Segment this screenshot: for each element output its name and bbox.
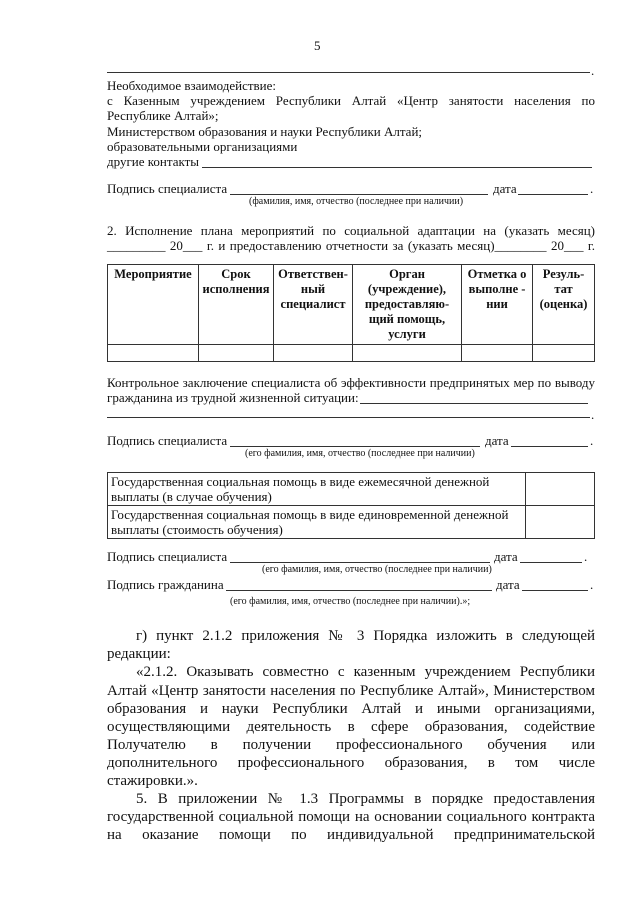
section2-line1: 2. Исполнение плана мероприятий по социальной адаптации на (указать месяц) (107, 223, 595, 238)
sign3-field (230, 562, 490, 563)
section5-line2: государственной социальной помощи на основании социального контракта (107, 809, 595, 825)
sign3-label: Подпись специалиста (107, 549, 228, 564)
aid-row-monthly-line2: выплаты (в случае обучения) (111, 489, 272, 504)
top-rule-period: . (591, 63, 595, 78)
plan-table (107, 264, 595, 362)
aid-row-monthly-line1: Государственная социальная помощь в виде ежемесячной денежной (111, 474, 490, 489)
sign3-date-field (520, 562, 582, 563)
aid-table (107, 472, 595, 539)
amend-g-line9: стажировки.». (107, 773, 198, 789)
sign3-hint: (его фамилия, имя, отчество (последнее при наличии) (262, 564, 492, 575)
amend-g-line2: редакции: (107, 646, 171, 662)
section2-line2: _________ 20___ г. и предоставлению отчетности за (указать месяц)________ 20___ г. (107, 238, 595, 253)
aid-row-lumpsum-line1: Государственная социальная помощь в виде единовременной денежной (111, 507, 509, 522)
aid-row-lumpsum-line2: выплаты (стоимость обучения) (111, 522, 283, 537)
plan-col-deadline: Срок исполнения (199, 265, 274, 345)
plan-cell[interactable] (274, 345, 353, 362)
interaction-line4: другие контакты (107, 154, 200, 169)
sign1-hint: (фамилия, имя, отчество (последнее при наличии) (249, 196, 464, 207)
sign4-hint: (его фамилия, имя, отчество (последнее при наличии).»; (230, 596, 471, 607)
aid-row-monthly-mark[interactable] (526, 473, 595, 506)
plan-cell[interactable] (462, 345, 533, 362)
interaction-heading: Необходимое взаимодействие: (107, 78, 277, 93)
sign1-date-label: дата (493, 181, 517, 196)
sign2-date-field (511, 446, 588, 447)
plan-table-header-row (108, 265, 595, 345)
plan-col-result: Резуль-тат (оценка) (533, 265, 595, 345)
sign4-date-field (522, 590, 588, 591)
sign4-label: Подпись гражданина (107, 577, 224, 592)
interaction-line1b: Республике Алтай»; (107, 108, 219, 123)
conclusion-field-2 (107, 417, 590, 418)
plan-cell[interactable] (108, 345, 199, 362)
amend-g-line6: осуществляющими деятельность в сфере образования, содействие (107, 719, 595, 735)
section5-line1: 5. В приложении № 1.3 Программы в порядке предоставления (136, 791, 595, 807)
amend-g-line4: Алтай «Центр занятости населения по Республике Алтай», Министерством (107, 683, 595, 699)
interaction-line3: образовательными организациями (107, 139, 298, 154)
top-rule (107, 72, 590, 73)
amend-g-line7: Получателю в получении профессионального обучения или (107, 737, 595, 753)
amend-g-line8: дополнительного профессионального образования, в том числе (107, 755, 595, 771)
interaction-line1a: с Казенным учреждением Республики Алтай «Центр занятости населения по (107, 93, 595, 108)
sign2-field (230, 446, 480, 447)
section5-line3: на оказание помощи по индивидуальной предпринимательской (107, 827, 595, 843)
aid-row-monthly-text (108, 473, 526, 506)
sign1-date-field (518, 194, 588, 195)
sign4-field (226, 590, 492, 591)
contacts-field (202, 167, 592, 168)
plan-col-agency: Орган (учреждение), предоставляю-щий помощь, услуги (353, 265, 462, 345)
sign3-period: . (584, 549, 588, 564)
amend-g-line5: образования и науки Республики Алтай и иными организациями, (107, 701, 595, 717)
conclusion-line2: гражданина из трудной жизненной ситуации: (107, 390, 359, 405)
amend-g-line3: «2.1.2. Оказывать совместно с казенным учреждением Республики (136, 664, 595, 680)
conclusion-period: . (591, 407, 595, 422)
plan-cell[interactable] (353, 345, 462, 362)
sign1-field (230, 194, 488, 195)
sign1-label: Подпись специалиста (107, 181, 228, 196)
plan-cell[interactable] (199, 345, 274, 362)
aid-row-lumpsum-text (108, 506, 526, 539)
sign2-label: Подпись специалиста (107, 433, 228, 448)
page-number: 5 (314, 38, 321, 53)
aid-row-monthly (108, 473, 595, 506)
plan-table-row (108, 345, 595, 362)
sign2-hint: (его фамилия, имя, отчество (последнее при наличии) (245, 448, 475, 459)
plan-cell[interactable] (533, 345, 595, 362)
sign1-period: . (590, 181, 594, 196)
sign4-period: . (590, 577, 594, 592)
conclusion-line1: Контрольное заключение специалиста об эффективности предпринятых мер по выводу (107, 375, 595, 390)
sign2-date-label: дата (485, 433, 509, 448)
plan-col-specialist: Ответствен-ный специалист (274, 265, 353, 345)
conclusion-field (360, 403, 588, 404)
interaction-line2: Министерством образования и науки Республики Алтай; (107, 124, 423, 139)
sign3-date-label: дата (494, 549, 518, 564)
sign2-period: . (590, 433, 594, 448)
aid-row-lumpsum-mark[interactable] (526, 506, 595, 539)
plan-col-activity: Мероприятие (108, 265, 199, 345)
plan-col-mark: Отметка о выполне - нии (462, 265, 533, 345)
amend-g-line1: г) пункт 2.1.2 приложения № 3 Порядка изложить в следующей (136, 628, 595, 644)
aid-row-lumpsum (108, 506, 595, 539)
sign4-date-label: дата (496, 577, 520, 592)
